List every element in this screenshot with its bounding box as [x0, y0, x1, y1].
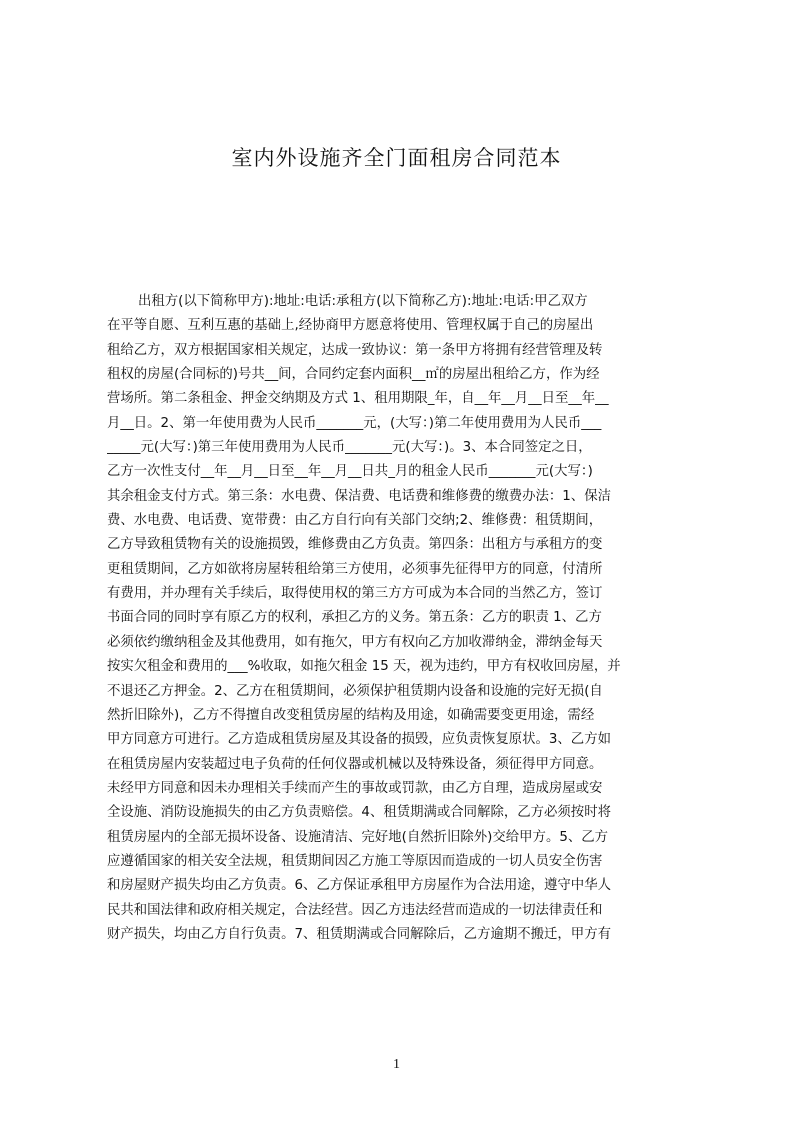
body-line: 然折旧除外)，乙方不得擅自改变租赁房屋的结构及用途，如确需要变更用途，需经	[107, 707, 595, 723]
body-line: 书面合同的同时享有原乙方的权利，承担乙方的义务。第五条：乙方的职责 1、乙方	[107, 610, 602, 626]
body-line: 民共和国法律和政府相关规定，合法经营。因乙方违法经营而造成的一切法律责任和	[107, 902, 603, 918]
body-line: 乙方一次性支付__年__月__日至__年__月__日共_月的租金人民币_______元(大写：)	[107, 464, 593, 480]
body-line: 乙方导致租赁物有关的设施损毁，维修费由乙方负责。第四条：出租方与承租方的变	[107, 537, 603, 553]
body-line: 其余租金支付方式。第三条：水电费、保洁费、电话费和维修费的缴费办法：1、保洁	[107, 488, 611, 504]
body-line: 月__日。2、第一年使用费为人民币_______元，(大写：)第二年使用费用为人民币___	[107, 415, 602, 431]
body-line: _____元(大写：)第三年使用费用为人民币_______元(大写：)。3、本合同签定之日，	[107, 440, 592, 456]
body-line: 营场所。第二条租金、押金交纳期及方式 1、租用期限_年，自__年__月__日至__年__	[107, 391, 609, 407]
contract-body	[107, 290, 699, 947]
body-line: 有费用，并办理有关手续后，取得使用权的第三方方可成为本合同的当然乙方，签订	[107, 586, 603, 602]
page-title: 室内外设施齐全门面租房合同范本	[231, 146, 562, 170]
body-line: 必须依约缴纳租金及其他费用，如有拖欠，甲方有权向乙方加收滞纳金，滞纳金每天	[107, 634, 603, 650]
body-line: 按实欠租金和费用的___%收取，如拖欠租金 15 天，视为违约，甲方有权收回房屋，并	[107, 659, 621, 675]
body-line: 财产损失，均由乙方自行负责。7、租赁期满或合同解除后，乙方逾期不搬迁，甲方有	[107, 926, 611, 942]
body-line: 应遵循国家的相关安全法规，租赁期间因乙方施工等原因而造成的一切人员安全伤害	[107, 853, 603, 869]
body-line: 租给乙方，双方根据国家相关规定，达成一致协议：第一条甲方将拥有经营管理及转	[107, 342, 603, 358]
body-line: 更租赁期间，乙方如欲将房屋转租给第三方使用，必须事先征得甲方的同意，付清所	[107, 561, 603, 577]
body-line: 租赁房屋内的全部无损坏设备、设施清洁、完好地(自然折旧除外)交给甲方。5、乙方	[107, 829, 609, 845]
page-number: 1	[393, 1057, 400, 1072]
body-line: 在租赁房屋内安装超过电子负荷的任何仪器或机械以及特殊设备，须征得甲方同意。	[107, 756, 603, 772]
body-line: 未经甲方同意和因未办理相关手续而产生的事故或罚款，由乙方自理，造成房屋或安	[107, 780, 603, 796]
body-line: 甲方同意方可进行。乙方造成租赁房屋及其设备的损毁，应负责恢复原状。3、乙方如	[107, 732, 611, 748]
body-line: 出租方(以下简称甲方):地址:电话:承租方(以下简称乙方):地址:电话:甲乙双方	[138, 294, 588, 309]
body-line: 租权的房屋(合同标的)号共__间，合同约定套内面积__㎡的房屋出租给乙方，作为经	[107, 367, 600, 383]
body-line: 和房屋财产损失均由乙方负责。6、乙方保证承租甲方房屋作为合法用途，遵守中华人	[107, 878, 611, 894]
body-line: 费、水电费、电话费、宽带费：由乙方自行向有关部门交纳;2、维修费：租赁期间，	[107, 513, 603, 529]
body-line: 在平等自愿、互利互惠的基础上,经协商甲方愿意将使用、管理权属于自己的房屋出	[107, 318, 594, 334]
body-line: 不退还乙方押金。2、乙方在租赁期间，必须保护租赁期内设备和设施的完好无损(自	[107, 683, 603, 699]
body-line: 全设施、消防设施损失的由乙方负责赔偿。4、租赁期满或合同解除，乙方必须按时将	[107, 805, 611, 821]
